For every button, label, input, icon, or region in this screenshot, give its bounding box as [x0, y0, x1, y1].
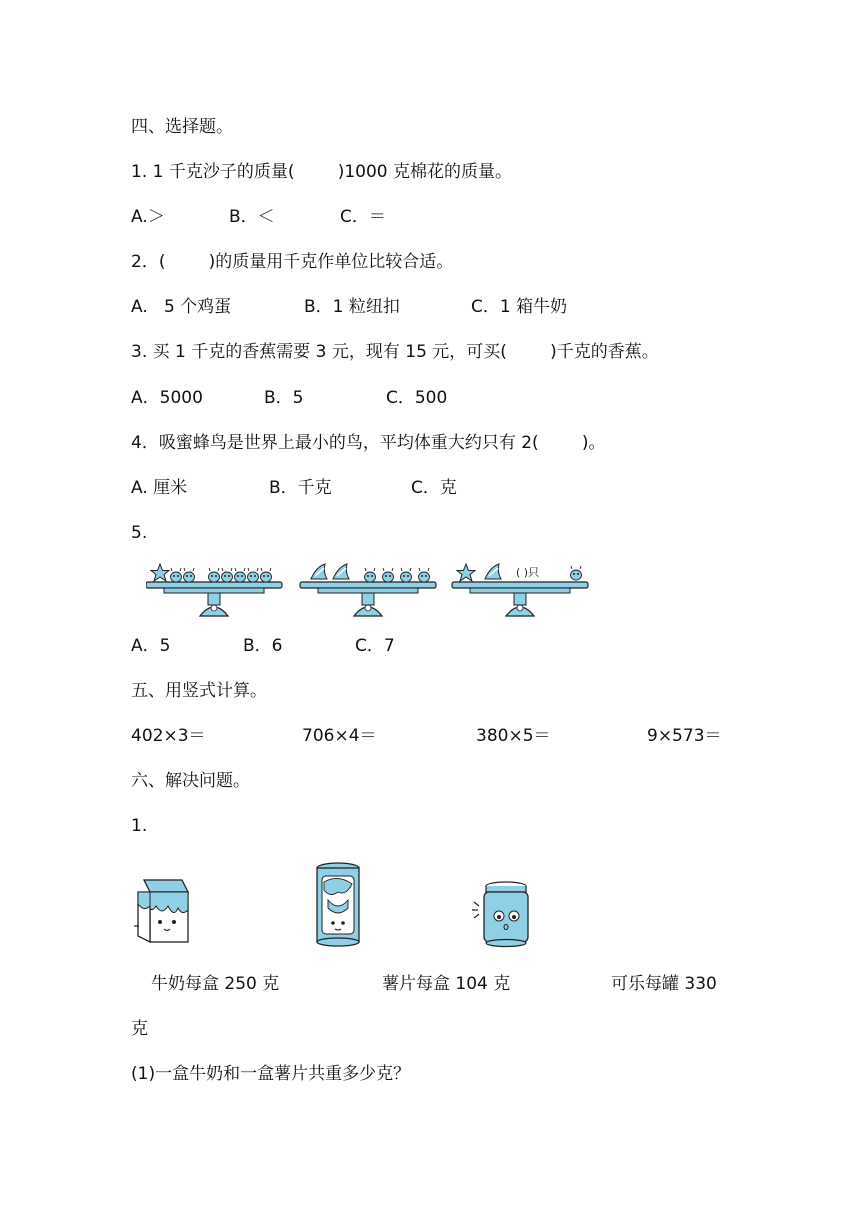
question-3: 3. 买 1 千克的香蕉需要 3 元，现有 15 元，可买( )千克的香蕉。 [131, 342, 659, 362]
q4-option-b: B．千克 [269, 478, 332, 498]
calc-item-1: 402×3＝ [131, 726, 206, 746]
q1-option-a: A.＞ [131, 207, 165, 227]
milk-caption: 牛奶每盒 250 克 [151, 974, 280, 994]
q3-option-a: A．5000 [131, 388, 203, 408]
q3-option-b: B．5 [264, 388, 304, 408]
question-5: 5. [131, 523, 148, 543]
chips-caption: 薯片每盒 104 克 [382, 974, 511, 994]
section-title-choice: 四、选择题。 [131, 117, 233, 137]
problem-1-label: 1. [131, 816, 148, 836]
calc-item-2: 706×4＝ [302, 726, 377, 746]
soda-can-image [470, 880, 532, 948]
blank-count-label: ( )只 [516, 566, 540, 579]
question-4: 4．吸蜜蜂鸟是世界上最小的鸟，平均体重大约只有 2( )。 [131, 433, 606, 453]
calc-item-4: 9×573＝ [647, 726, 722, 746]
question-2: 2．( )的质量用千克作单位比较合适。 [131, 252, 454, 272]
calc-item-3: 380×5＝ [476, 726, 551, 746]
q1-option-c: C．＝ [340, 207, 386, 227]
q5-option-c: C．7 [355, 636, 395, 656]
section-title-vertical-calc: 五、用竖式计算。 [131, 681, 267, 701]
q2-option-a: A. 5 个鸡蛋 [131, 297, 232, 317]
balance-scales-illustration [146, 552, 592, 620]
section-title-problems: 六、解决问题。 [131, 771, 250, 791]
question-1: 1. 1 千克沙子的质量( )1000 克棉花的质量。 [131, 162, 513, 182]
q1-option-b: B．＜ [229, 207, 275, 227]
q3-option-c: C．500 [386, 388, 448, 408]
q2-option-c: C．1 箱牛奶 [471, 297, 568, 317]
cola-caption-wrap: 克 [131, 1019, 148, 1039]
chips-can-image [312, 860, 364, 948]
sub-question-1: (1)一盒牛奶和一盒薯片共重多少克？ [131, 1064, 411, 1084]
q5-option-b: B．6 [243, 636, 283, 656]
q5-option-a: A．5 [131, 636, 171, 656]
q2-option-b: B．1 粒纽扣 [304, 297, 400, 317]
q4-option-a: A. 厘米 [131, 478, 188, 498]
q4-option-c: C．克 [411, 478, 457, 498]
cola-caption: 可乐每罐 330 [611, 974, 717, 994]
milk-carton-image [130, 876, 192, 946]
